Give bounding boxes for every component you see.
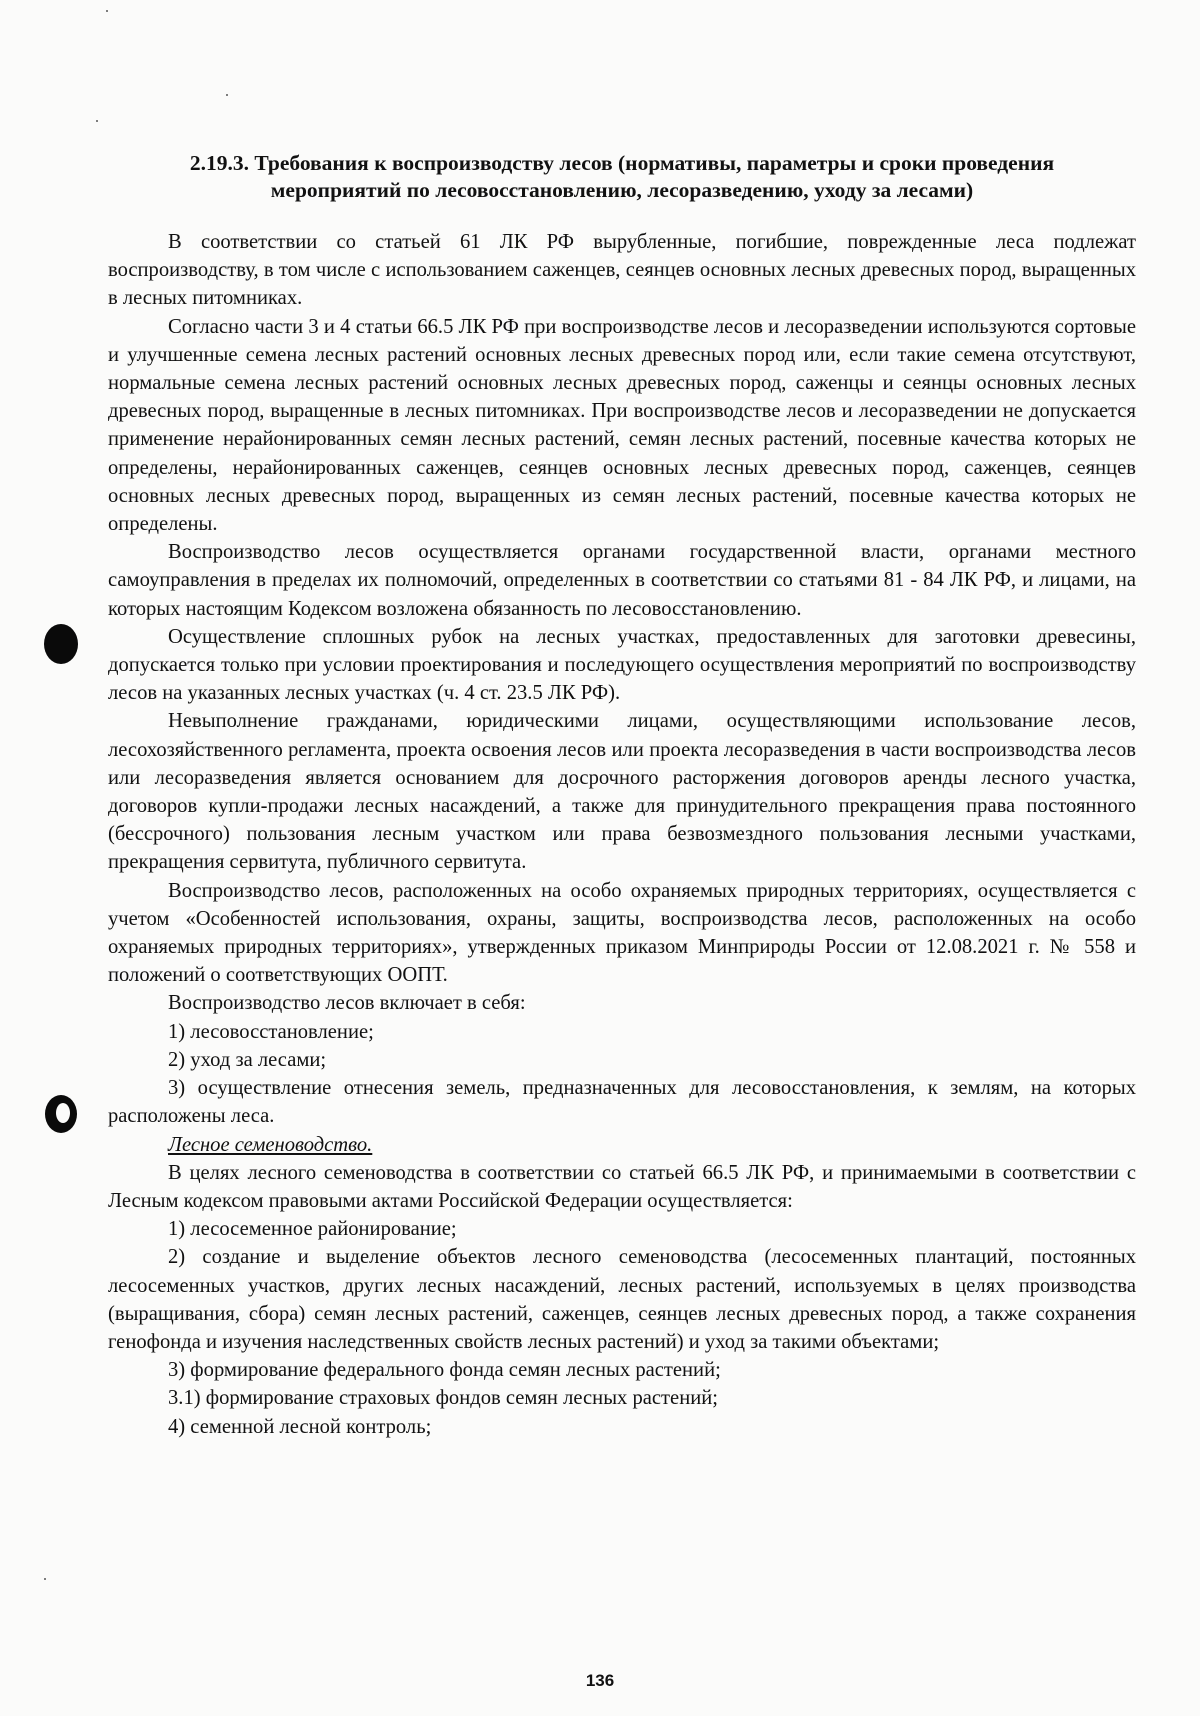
- scan-speck: [44, 1578, 46, 1580]
- paragraph: Невыполнение гражданами, юридическими лицами, осуществляющими использование лесов, лесохозяйственного регламента, проекта освоения лесов или проекта лесоразведения в части воспроизводства лесов или лесоразведения является основанием для досрочного расторжения договоров аренды лесного участка, договоров купли-продажи лесных насаждений, а также для принудительного прекращения права постоянного (бессрочного) пользования лесным участком или права безвозмездного пользования лесными участками, прекращения сервитута, публичного сервитута.: [108, 710, 1136, 874]
- paragraph: Осуществление сплошных рубок на лесных участках, предоставленных для заготовки древесины, допускается только при условии проектирования и последующего осуществления мероприятий по воспроизводству лесов на указанных лесных участках (ч. 4 ст. 23.5 ЛК РФ).: [108, 625, 1136, 705]
- list-item: 2) уход за лесами;: [168, 1048, 327, 1071]
- paragraph: Согласно части 3 и 4 статьи 66.5 ЛК РФ при воспроизводстве лесов и лесоразведении используются сортовые и улучшенные семена лесных растений основных лесных древесных пород или, если такие семена отсутствуют, нормальные семена лесных растений основных лесных древесных пород, саженцы и сеянцы основных лесных древесных пород, выращенные в лесных питомниках. При воспроизводстве лесов и лесоразведении не допускается применение нерайонированных семян лесных растений, семян лесных растений, посевные качества которых не определены, нерайонированных саженцев, сеянцев основных лесных древесных пород, саженцев, сеянцев основных лесных древесных пород, выращенных из семян лесных растений, посевные качества которых не определены.: [108, 315, 1136, 536]
- punch-hole-mark: [44, 1094, 78, 1134]
- subheading-line: [108, 1131, 1136, 1159]
- scan-speck: [226, 94, 228, 96]
- section-heading-line: мероприятий по лесовосстановлению, лесоразведению, уходу за лесами): [270, 178, 974, 202]
- paragraph: В соответствии со статьей 61 ЛК РФ вырубленные, погибшие, поврежденные леса подлежат воспроизводству, в том числе с использованием саженцев, сеянцев основных лесных древесных пород, выращенных в лесных питомниках.: [108, 231, 1136, 310]
- list-intro: Воспроизводство лесов включает в себя:: [168, 992, 526, 1015]
- section-heading: [118, 150, 1126, 204]
- list-item: 4) семенной лесной контроль;: [168, 1415, 432, 1438]
- scan-speck: [96, 120, 98, 122]
- paragraph: Воспроизводство лесов осуществляется органами государственной власти, органами местного самоуправления в пределах их полномочий, определенных в соответствии со статьями 81 - 84 ЛК РФ, и лицами, на которых настоящим Кодексом возложена обязанность по лесовосстановлению.: [108, 541, 1136, 620]
- list-item: 1) лесовосстановление;: [168, 1020, 374, 1043]
- list-item: 2) создание и выделение объектов лесного семеноводства (лесосеменных плантаций, постоянных лесосеменных участков, других лесных насаждений, лесных растений, используемых в целях производства (выращивания, сбора) семян лесных растений, саженцев, сеянцев лесных древесных пород, а также сохранения генофонда и изучения наследственных свойств лесных растений) и уход за такими объектами;: [108, 1246, 1136, 1353]
- subheading: Лесное семеноводство.: [168, 1133, 373, 1156]
- list-item: 1) лесосеменное районирование;: [168, 1218, 457, 1241]
- section-heading-line: 2.19.3. Требования к воспроизводству лесов (нормативы, параметры и сроки проведения: [189, 151, 1055, 175]
- document-body: [108, 150, 1136, 1441]
- page-number: 136: [585, 1671, 615, 1690]
- scan-speck: [106, 10, 108, 12]
- paragraph: В целях лесного семеноводства в соответствии со статьей 66.5 ЛК РФ, и принимаемыми в соответствии с Лесным кодексом правовыми актами Российской Федерации осуществляется:: [108, 1161, 1136, 1212]
- list-item: 3) осуществление отнесения земель, предназначенных для лесовосстановления, к землям, на которых расположены леса.: [108, 1077, 1136, 1128]
- punch-hole-mark: [44, 624, 78, 664]
- paragraph: Воспроизводство лесов, расположенных на особо охраняемых природных территориях, осуществляется с учетом «Особенностей использования, охраны, защиты, воспроизводства лесов, расположенных на особо охраняемых природных территориях», утвержденных приказом Минприроды России от 12.08.2021 г. № 558 и положений о соответствующих ООПТ.: [108, 879, 1136, 987]
- list-item: 3.1) формирование страховых фондов семян лесных растений;: [168, 1387, 718, 1410]
- list-item: 3) формирование федерального фонда семян лесных растений;: [168, 1359, 721, 1382]
